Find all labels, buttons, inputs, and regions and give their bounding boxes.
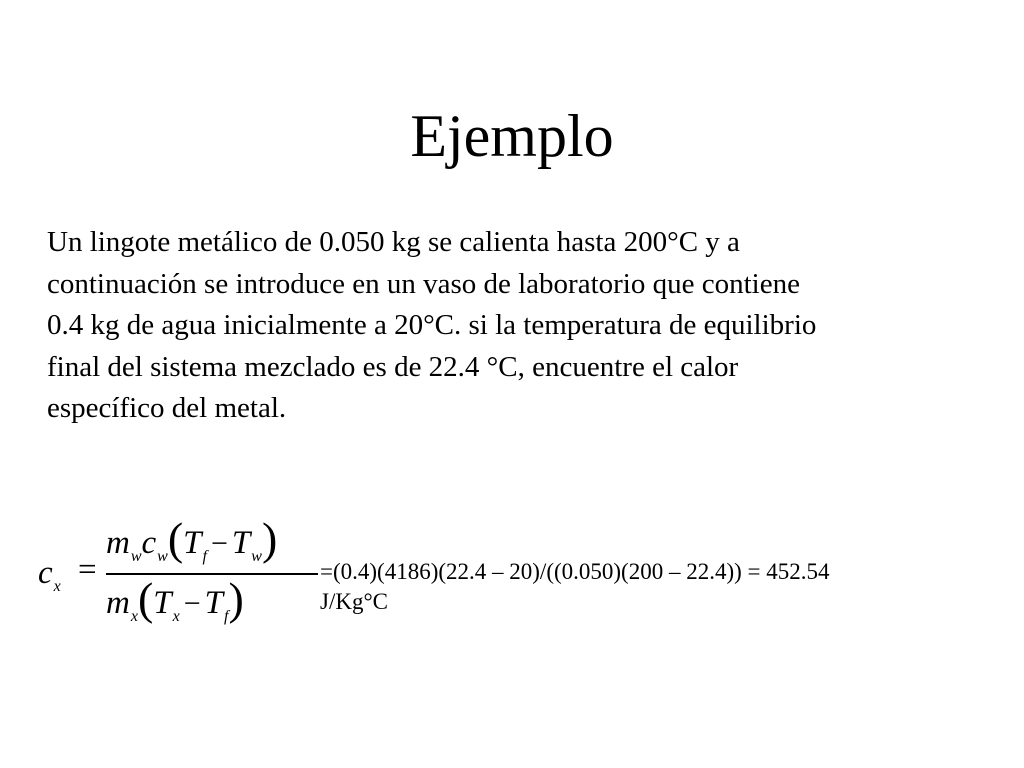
calculation-line: =(0.4)(4186)(22.4 – 20)/((0.050)(200 – 22.4)) = 452.54 — [320, 559, 830, 584]
problem-line: continuación se introduce en un vaso de laboratorio que contiene — [47, 267, 800, 300]
close-paren: ) — [261, 513, 278, 564]
problem-line: específico del metal. — [47, 392, 287, 424]
var-t: T — [204, 585, 224, 621]
minus-sign: − — [183, 587, 201, 620]
minus-sign: − — [210, 527, 228, 560]
sub: w — [251, 548, 262, 565]
calculation — [320, 557, 830, 617]
sub: f — [202, 548, 207, 565]
var-m: m — [106, 585, 130, 621]
var-c: c — [38, 555, 53, 591]
formula-numerator — [106, 513, 278, 565]
problem-statement — [47, 222, 997, 430]
sub: w — [157, 548, 168, 565]
problem-line: 0.4 kg de agua inicialmente a 20°C. si la temperatura de equilibrio — [47, 309, 817, 341]
formula-lhs — [38, 555, 61, 595]
var-c: c — [141, 525, 157, 561]
formula-denominator — [106, 573, 244, 625]
calculation-unit: J/Kg°C — [320, 589, 388, 614]
sub: x — [172, 608, 180, 625]
equals-sign: = — [78, 552, 97, 588]
var-t: T — [183, 525, 202, 561]
problem-line: Un lingote metálico de 0.050 kg se calienta hasta 200°C y a — [47, 226, 740, 258]
sub: f — [224, 608, 229, 625]
var-t: T — [231, 525, 251, 561]
sub-x: x — [53, 578, 61, 595]
open-paren: ( — [137, 573, 154, 624]
var-t: T — [153, 585, 172, 621]
open-paren: ( — [167, 513, 184, 564]
sub: w — [130, 548, 142, 565]
specific-heat-formula — [38, 515, 298, 630]
close-paren: ) — [228, 573, 244, 624]
sub: x — [130, 608, 138, 625]
formula-fraction — [106, 515, 316, 630]
slide-title: Ejemplo — [410, 103, 614, 169]
var-m: m — [106, 525, 130, 561]
problem-line: final del sistema mezclado es de 22.4 °C, encuentre el calor — [47, 350, 739, 383]
